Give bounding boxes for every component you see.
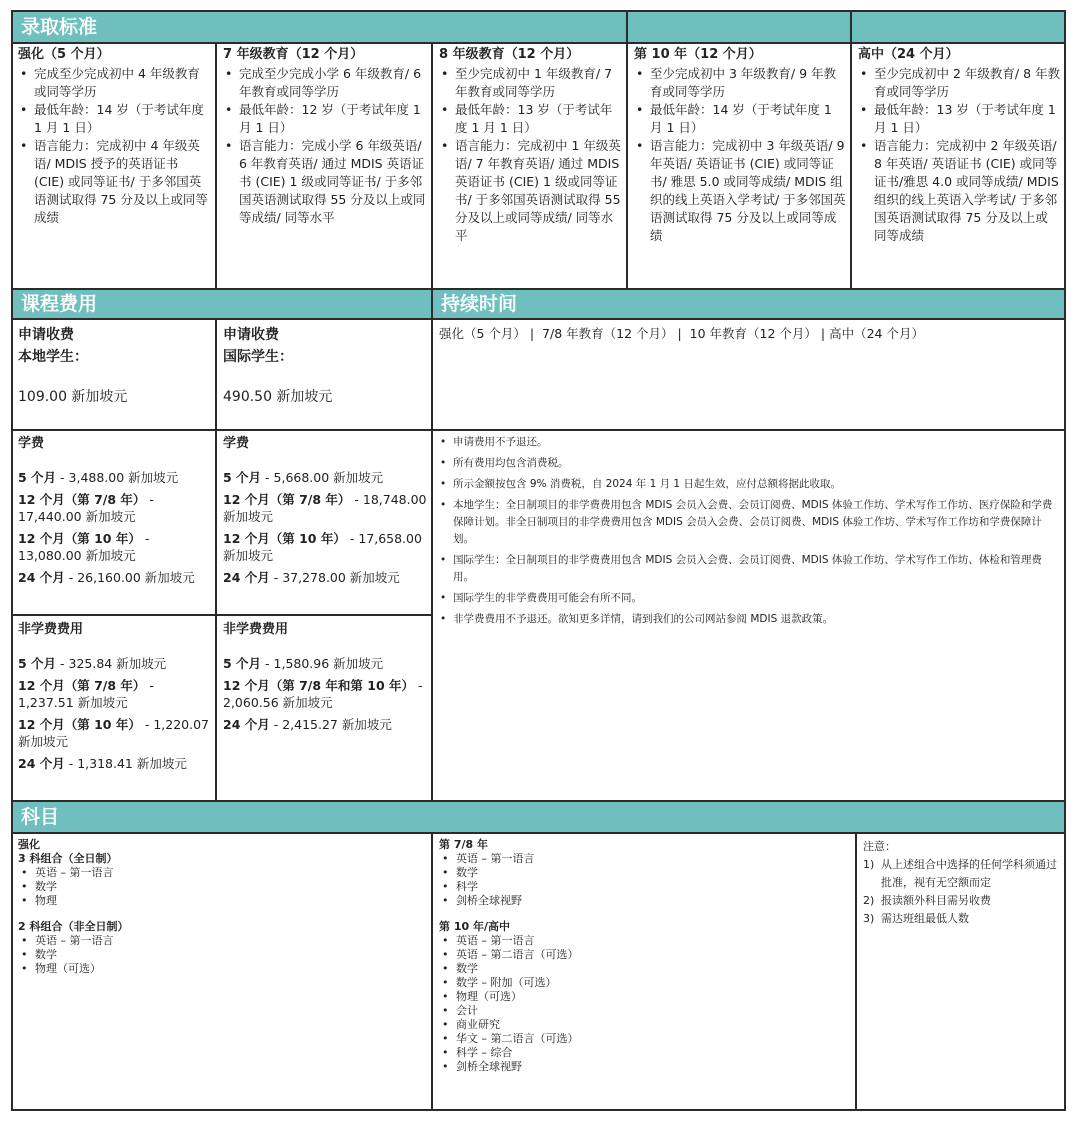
subject-item: • 会计 — [439, 1004, 849, 1018]
subject-item: • 华文 – 第二语言（可选） — [439, 1032, 849, 1046]
subjects-intensive — [18, 838, 426, 976]
nontuition-local — [18, 621, 212, 777]
subjects-note — [863, 892, 1059, 910]
fee-note: • 所示金额按包含 9% 消费税，自 2024 年 1 月 1 日起生效，应付总额将据此收取。 — [436, 476, 1060, 493]
subject-item: • 商业研究 — [439, 1018, 849, 1032]
nontuition-title: 非学费费用 — [18, 622, 84, 637]
application-fee-value: 109.00 新加坡元 — [18, 389, 128, 405]
subject-item: • 数学 — [18, 880, 426, 894]
fee-value: - 2,415.27 新加坡元 — [269, 717, 392, 732]
note-text: 需达班组最低人数 — [881, 912, 969, 925]
admission-item: • 完成至少完成小学 6 年级教育/ 6 年教育或同等学历 — [223, 65, 427, 101]
fee-label: 24 个月 — [18, 756, 65, 771]
application-fee-audience: 本地学生： — [18, 349, 88, 365]
fee-value: - 1,220.07 新加坡元 — [18, 717, 209, 749]
subject-item: • 物理（可选） — [18, 962, 426, 976]
fee-row — [18, 569, 212, 586]
subjects-header: 科目 — [13, 802, 1064, 832]
admission-title: 高中（24 个月） — [858, 47, 959, 62]
fee-label: 5 个月 — [223, 470, 262, 485]
subject-item: • 英语 – 第一语言 — [439, 934, 849, 948]
subjects-group-title: 第 10 年/高中 — [439, 920, 510, 933]
fee-label: 5 个月 — [18, 656, 57, 671]
subjects-notes — [863, 838, 1059, 928]
fee-label: 5 个月 — [223, 656, 262, 671]
fee-value: - 1,237.51 新加坡元 — [18, 678, 154, 710]
nontuition-title: 非学费费用 — [223, 622, 289, 637]
fee-row — [18, 491, 212, 525]
admission-item: • 语言能力：完成初中 4 年级英语/ MDIS 授予的英语证书 (CIE) 或同等证书/ 于多邻国英语测试取得 75 分及以上或同等成绩 — [18, 137, 212, 227]
admission-col-year8 — [439, 46, 623, 245]
admission-col-year7 — [223, 46, 427, 227]
note-number: 1) — [863, 858, 875, 871]
subjects-group-title: 第 7/8 年 — [439, 838, 488, 851]
admission-item: • 至少完成初中 1 年级教育/ 7 年教育或同等学历 — [439, 65, 623, 101]
admission-item: • 最低年龄：14 岁（于考试年度 1 月 1 日） — [634, 101, 846, 137]
fee-label: 24 个月 — [223, 570, 270, 585]
fee-label: 12 个月（第 10 年） — [18, 531, 141, 546]
fee-note: • 所有费用均包含消费税。 — [436, 455, 1060, 472]
tuition-local — [18, 435, 212, 591]
fee-label: 12 个月（第 10 年） — [18, 717, 141, 732]
fee-label: 24 个月 — [223, 717, 270, 732]
fee-row — [18, 469, 212, 486]
subject-item: • 物理 — [18, 894, 426, 908]
fee-row — [223, 655, 427, 672]
fee-label: 12 个月（第 10 年） — [223, 531, 346, 546]
fee-value: - 17,658.00 新加坡元 — [223, 531, 422, 563]
fee-value: - 1,318.41 新加坡元 — [64, 756, 187, 771]
fee-label: 12 个月（第 7/8 年和第 10 年） — [223, 678, 415, 693]
admission-title: 8 年级教育（12 个月） — [439, 47, 580, 62]
admission-item: • 语言能力：完成初中 1 年级英语/ 7 年教育英语/ 通过 MDIS 英语证书 (CIE) 1 级或同等证书/ 于多邻国英语测试取得 55 分及以上或同等成绩/ 同等水平 — [439, 137, 623, 245]
fee-note: • 国际学生的非学费费用可能会有所不同。 — [436, 590, 1060, 607]
tuition-title: 学费 — [223, 436, 250, 451]
admission-item: • 最低年龄：13 岁（于考试年度 1 月 1 日） — [439, 101, 623, 137]
admission-item: • 至少完成初中 2 年级教育/ 8 年教育或同等学历 — [858, 65, 1060, 101]
fee-value: - 26,160.00 新加坡元 — [64, 570, 195, 585]
admission-title: 强化（5 个月） — [18, 47, 110, 62]
duration-header: 持续时间 — [433, 290, 1064, 318]
note-text: 报读额外科目需另收费 — [881, 894, 991, 907]
fee-label: 24 个月 — [18, 570, 65, 585]
fee-value: - 1,580.96 新加坡元 — [261, 656, 384, 671]
fee-row — [18, 530, 212, 564]
admission-item: • 完成至少完成初中 4 年级教育或同等学历 — [18, 65, 212, 101]
subjects-title: 强化 — [18, 838, 40, 851]
fee-row — [223, 677, 427, 711]
subject-item: • 物理（可选） — [439, 990, 849, 1004]
subject-item: • 数学 – 附加（可选） — [439, 976, 849, 990]
nontuition-intl — [223, 621, 427, 738]
tuition-title: 学费 — [18, 436, 45, 451]
admission-col-year10 — [634, 46, 846, 245]
subjects-group-title: 3 科组合（全日制） — [18, 852, 118, 865]
admission-item: • 最低年龄：13 岁（于考试年度 1 月 1 日） — [858, 101, 1060, 137]
note-text: 从上述组合中选择的任何学科须通过批准，视有无空额而定 — [881, 858, 1057, 889]
subject-item: • 英语 – 第二语言（可选） — [439, 948, 849, 962]
application-fee-intl — [223, 324, 427, 406]
subject-item: • 科学 — [439, 880, 849, 894]
duration-text: 强化（5 个月） | 7/8 年教育（12 个月） | 10 年教育（12 个月） | 高中（24 个月） — [439, 326, 924, 341]
tuition-intl — [223, 435, 427, 591]
admission-title: 第 10 年（12 个月） — [634, 47, 762, 62]
fee-value: - 325.84 新加坡元 — [56, 656, 167, 671]
subjects-group-title: 2 科组合（非全日制） — [18, 920, 129, 933]
admission-header-fill-2 — [628, 12, 850, 42]
subject-item: • 英语 – 第一语言 — [439, 852, 849, 866]
note-number: 2) — [863, 894, 875, 907]
subject-item: • 剑桥全球视野 — [439, 894, 849, 908]
application-fee-label: 申请收费 — [18, 327, 74, 343]
fee-row — [223, 530, 427, 564]
fee-row — [223, 469, 427, 486]
subjects-notes-title: 注意： — [863, 840, 896, 853]
subject-item: • 数学 — [439, 962, 849, 976]
fee-label: 5 个月 — [18, 470, 57, 485]
fee-row — [18, 716, 212, 750]
fees-header: 课程费用 — [13, 290, 431, 318]
subjects-middle — [439, 838, 849, 1074]
application-fee-value: 490.50 新加坡元 — [223, 389, 333, 405]
admission-item: • 至少完成初中 3 年级教育/ 9 年教育或同等学历 — [634, 65, 846, 101]
admission-col-intensive — [18, 46, 212, 227]
fee-note: • 国际学生：全日制项目的非学费费用包含 MDIS 会员入会费、会员订阅费、MDIS 体验工作坊、学术写作工作坊、体检和管理费用。 — [436, 552, 1060, 586]
fee-row — [223, 569, 427, 586]
subject-item: • 剑桥全球视野 — [439, 1060, 849, 1074]
admission-header-fill-3 — [852, 12, 1064, 42]
fee-row — [18, 655, 212, 672]
fee-value: - 5,668.00 新加坡元 — [261, 470, 384, 485]
subjects-note — [863, 856, 1059, 892]
admission-item: • 语言能力：完成小学 6 年级英语/ 6 年教育英语/ 通过 MDIS 英语证书 (CIE) 1 级或同等证书/ 于多邻国英语测试取得 55 分及以上或同等成绩/ 同等水平 — [223, 137, 427, 227]
fee-note: • 申请费用不予退还。 — [436, 434, 1060, 451]
fee-notes — [436, 434, 1060, 632]
subject-item: • 科学 – 综合 — [439, 1046, 849, 1060]
subject-item: • 英语 – 第一语言 — [18, 934, 426, 948]
fee-note: • 本地学生：全日制项目的非学费费用包含 MDIS 会员入会费、会员订阅费、MDIS 体验工作坊、学术写作工作坊、医疗保险和学费保障计划。非全日制项目的非学费费用包含 MDIS 会员入会费、会员订阅费、MDIS 体验工作坊、学术写作工作坊和学费保障计划。 — [436, 497, 1060, 548]
application-fee-audience: 国际学生： — [223, 349, 293, 365]
subject-item: • 数学 — [18, 948, 426, 962]
admission-item: • 最低年龄：14 岁（于考试年度 1 月 1 日） — [18, 101, 212, 137]
fee-value: - 3,488.00 新加坡元 — [56, 470, 179, 485]
fee-value: - 13,080.00 新加坡元 — [18, 531, 150, 563]
subject-item: • 英语 – 第一语言 — [18, 866, 426, 880]
admission-title: 7 年级教育（12 个月） — [223, 47, 364, 62]
application-fee-local — [18, 324, 212, 406]
fee-row — [18, 755, 212, 772]
admission-item: • 语言能力：完成初中 3 年级英语/ 9 年英语/ 英语证书 (CIE) 或同等证书/ 雅思 5.0 或同等成绩/ MDIS 组织的线上英语入学考试/ 于多邻国英语测试取得 75 分及以上或同等成绩 — [634, 137, 846, 245]
fee-label: 12 个月（第 7/8 年） — [18, 678, 146, 693]
admission-item: • 最低年龄：12 岁（于考试年度 1 月 1 日） — [223, 101, 427, 137]
fee-row — [223, 491, 427, 525]
fee-row — [223, 716, 427, 733]
admission-col-highschool — [858, 46, 1060, 245]
subject-item: • 数学 — [439, 866, 849, 880]
fee-value: - 18,748.00 新加坡元 — [223, 492, 427, 524]
fee-label: 12 个月（第 7/8 年） — [18, 492, 146, 507]
admission-item: • 语言能力：完成初中 2 年级英语/ 8 年英语/ 英语证书 (CIE) 或同等证书/雅思 4.0 或同等成绩/ MDIS 组织的线上英语入学考试/ 于多邻国英语测试取得 75 分及以上或同等成绩 — [858, 137, 1060, 245]
application-fee-label: 申请收费 — [223, 327, 279, 343]
fee-row — [18, 677, 212, 711]
fee-value: - 2,060.56 新加坡元 — [223, 678, 423, 710]
note-number: 3) — [863, 912, 875, 925]
fee-value: - 37,278.00 新加坡元 — [269, 570, 400, 585]
fee-value: - 17,440.00 新加坡元 — [18, 492, 154, 524]
subjects-note — [863, 910, 1059, 928]
admission-header: 录取标准 — [13, 12, 626, 42]
fee-label: 12 个月（第 7/8 年） — [223, 492, 351, 507]
fee-note: • 非学费费用不予退还。欲知更多详情，请到我们的公司网站参阅 MDIS 退款政策。 — [436, 611, 1060, 628]
